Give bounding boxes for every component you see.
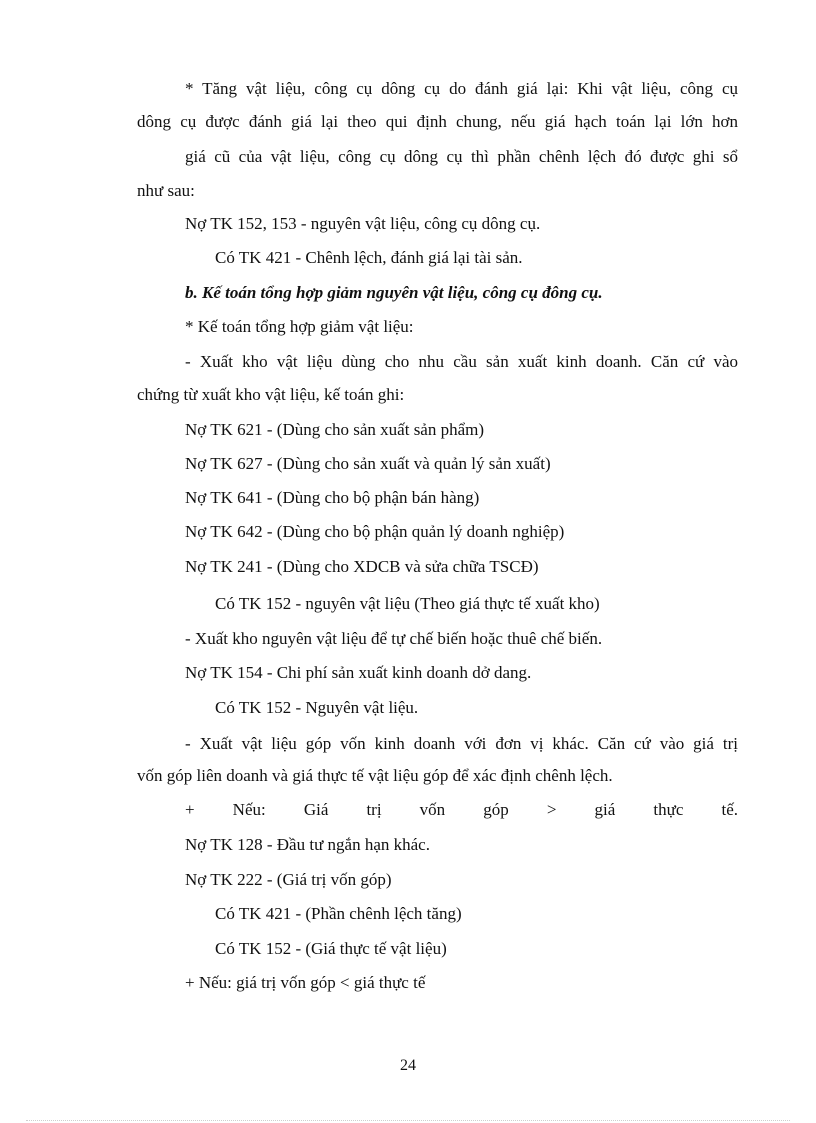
text-line: vốn góp liên doanh và giá thực tế vật liệu góp để xác định chênh lệch. (137, 766, 613, 785)
text-line: Nợ TK 641 - (Dùng cho bộ phận bán hàng) (185, 488, 480, 507)
text-line: Nợ TK 627 - (Dùng cho sản xuất và quản lý sản xuất) (185, 454, 551, 473)
text-line: dông cụ được đánh giá lại theo qui định chung, nếu giá hạch toán lại lớn hơn (137, 112, 738, 131)
text-line: Có TK 421 - Chênh lệch, đánh giá lại tài sản. (215, 248, 523, 267)
text-line: Nợ TK 621 - (Dùng cho sản xuất sản phẩm) (185, 420, 485, 439)
text-line: * Kế toán tổng hợp giảm vật liệu: (185, 317, 414, 336)
text-line: Nợ TK 128 - Đầu tư ngắn hạn khác. (185, 835, 430, 854)
text-line: - Xuất vật liệu góp vốn kinh doanh với đơn vị khác. Căn cứ vào giá trị (185, 734, 738, 753)
text-line: - Xuất kho nguyên vật liệu để tự chế biến hoặc thuê chế biến. (185, 629, 603, 648)
text-line: * Tăng vật liệu, công cụ dông cụ do đánh giá lại: Khi vật liệu, công cụ (185, 79, 738, 98)
text-line: Có TK 421 - (Phần chênh lệch tăng) (215, 904, 462, 923)
text-line: chứng từ xuất kho vật liệu, kế toán ghi: (137, 385, 405, 404)
text-line: như sau: (137, 181, 195, 200)
text-line: + Nếu: Giá trị vốn góp > giá thực tế. (185, 800, 738, 819)
text-line: Nợ TK 222 - (Giá trị vốn góp) (185, 870, 392, 889)
text-line: Nợ TK 152, 153 - nguyên vật liệu, công cụ dông cụ. (185, 214, 541, 233)
text-line: Nợ TK 241 - (Dùng cho XDCB và sửa chữa TSCĐ) (185, 557, 539, 576)
text-line: Nợ TK 154 - Chi phí sản xuất kinh doanh dở dang. (185, 663, 532, 682)
text-line: Có TK 152 - nguyên vật liệu (Theo giá thực tế xuất kho) (215, 594, 600, 613)
text-line: - Xuất kho vật liệu dùng cho nhu cầu sản xuất kinh doanh. Căn cứ vào (185, 352, 738, 371)
text-line: Có TK 152 - Nguyên vật liệu. (215, 698, 419, 717)
text-line: Nợ TK 642 - (Dùng cho bộ phận quản lý doanh nghiệp) (185, 522, 565, 541)
page-bottom-divider (26, 1120, 790, 1121)
text-line: giá cũ của vật liệu, công cụ dông cụ thì phần chênh lệch đó được ghi sổ (185, 147, 738, 166)
page-number: 24 (400, 1057, 416, 1074)
text-line: Có TK 152 - (Giá thực tế vật liệu) (215, 939, 447, 958)
section-heading: b. Kế toán tổng hợp giảm nguyên vật liệu, công cụ đông cụ. (185, 283, 603, 302)
text-line: + Nếu: giá trị vốn góp < giá thực tế (185, 973, 426, 992)
